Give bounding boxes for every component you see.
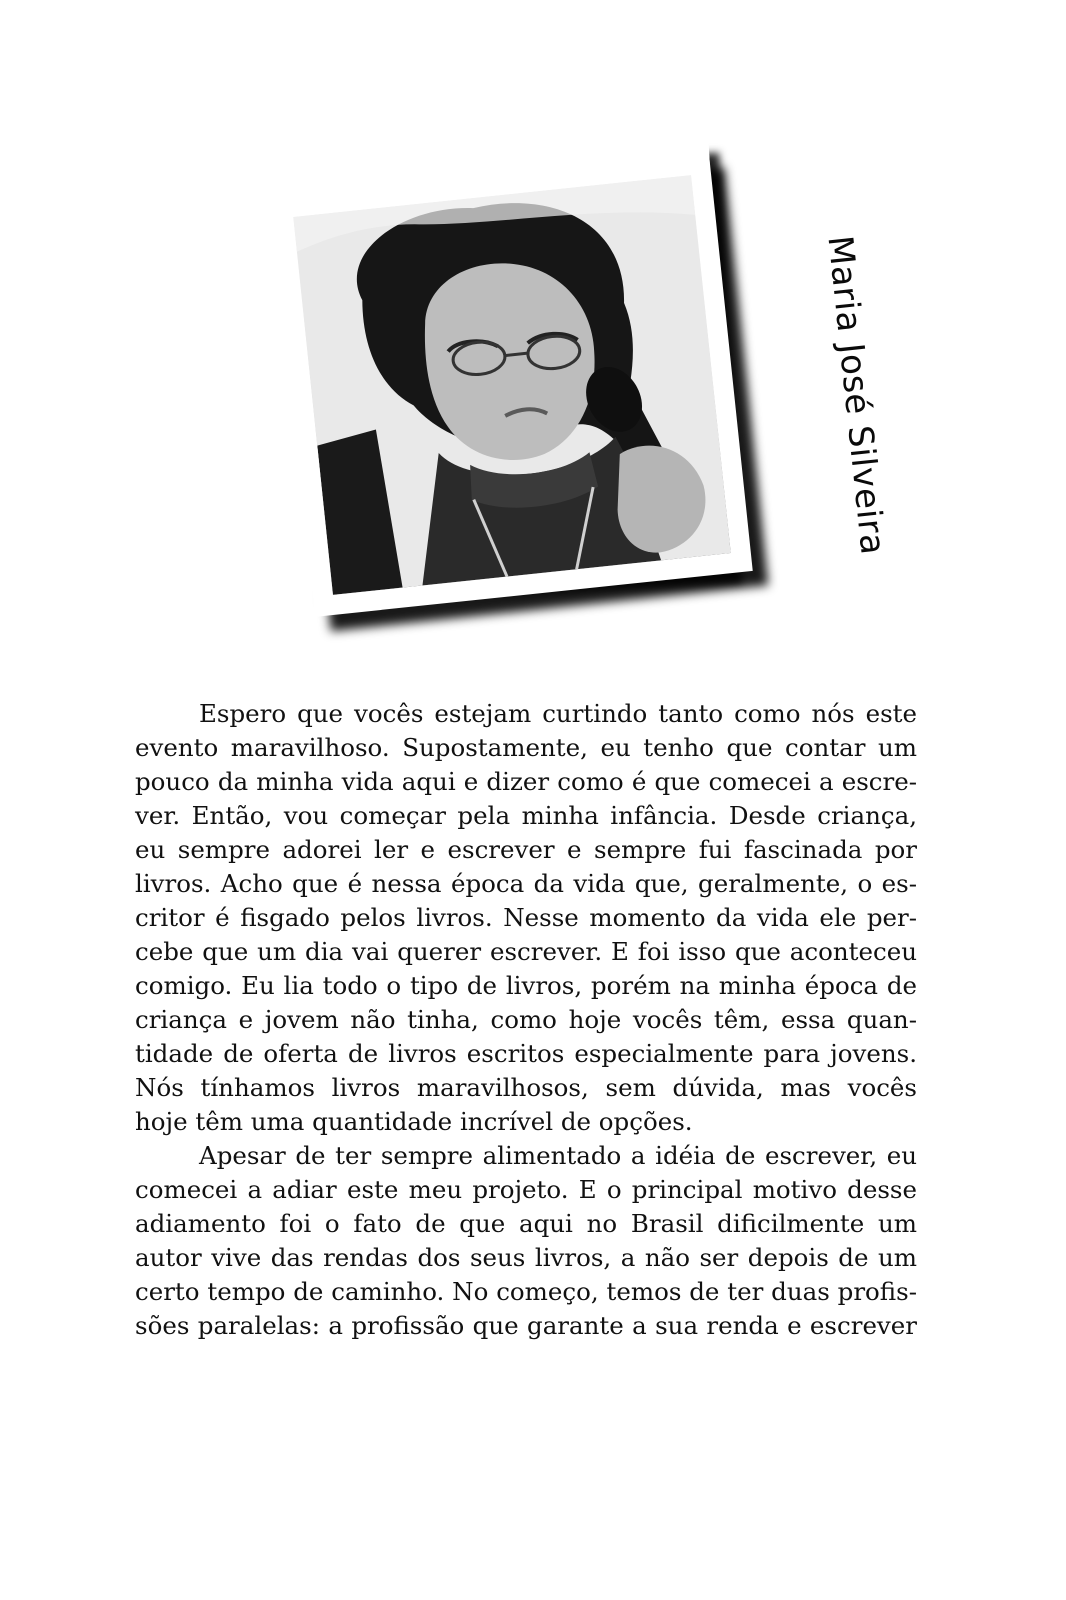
text-line: comigo. Eu lia todo o tipo de livros, porém na minha época de: [135, 971, 917, 1000]
text-line: tidade de oferta de livros escritos especialmente para jovens.: [135, 1039, 917, 1068]
paragraph-1: [135, 697, 917, 1139]
text-line: comecei a adiar este meu projeto. E o principal motivo desse: [135, 1175, 917, 1204]
author-portrait-photo: [293, 175, 731, 595]
text-line: Nós tínhamos livros maravilhosos, sem dúvida, mas vocês: [135, 1073, 917, 1102]
text-line: autor vive das rendas dos seus livros, a não ser depois de um: [135, 1243, 917, 1272]
text-line: hoje têm uma quantidade incrível de opções.: [135, 1107, 693, 1136]
photo-frame: [271, 153, 752, 617]
text-line: pouco da minha vida aqui e dizer como é que comecei a escre-: [135, 767, 917, 796]
text-line: adiamento foi o fato de que aqui no Brasil dificilmente um: [135, 1209, 917, 1238]
text-line: sões paralelas: a profissão que garante a sua renda e escrever: [135, 1311, 917, 1340]
photo-caption: Maria José Silveira: [819, 233, 893, 557]
body-text: [135, 697, 917, 1343]
text-line: certo tempo de caminho. No começo, temos de ter duas profis-: [135, 1277, 917, 1306]
text-line: criança e jovem não tinha, como hoje vocês têm, essa quan-: [135, 1005, 917, 1034]
text-line: eu sempre adorei ler e escrever e sempre fui fascinada por: [135, 835, 917, 864]
text-line: critor é fisgado pelos livros. Nesse momento da vida ele per-: [135, 903, 917, 932]
paragraph-2: [135, 1139, 917, 1343]
text-line: ver. Então, vou começar pela minha infância. Desde criança,: [135, 801, 917, 830]
author-photo-group: [0, 0, 1066, 680]
text-line: livros. Acho que é nessa época da vida que, geralmente, o es-: [135, 869, 917, 898]
text-line: evento maravilhoso. Supostamente, eu tenho que contar um: [135, 733, 917, 762]
text-line: Apesar de ter sempre alimentado a idéia de escrever, eu: [199, 1141, 917, 1170]
portrait-illustration: [293, 175, 731, 595]
text-line: Espero que vocês estejam curtindo tanto como nós este: [199, 699, 917, 728]
text-line: cebe que um dia vai querer escrever. E foi isso que aconteceu: [135, 937, 917, 966]
